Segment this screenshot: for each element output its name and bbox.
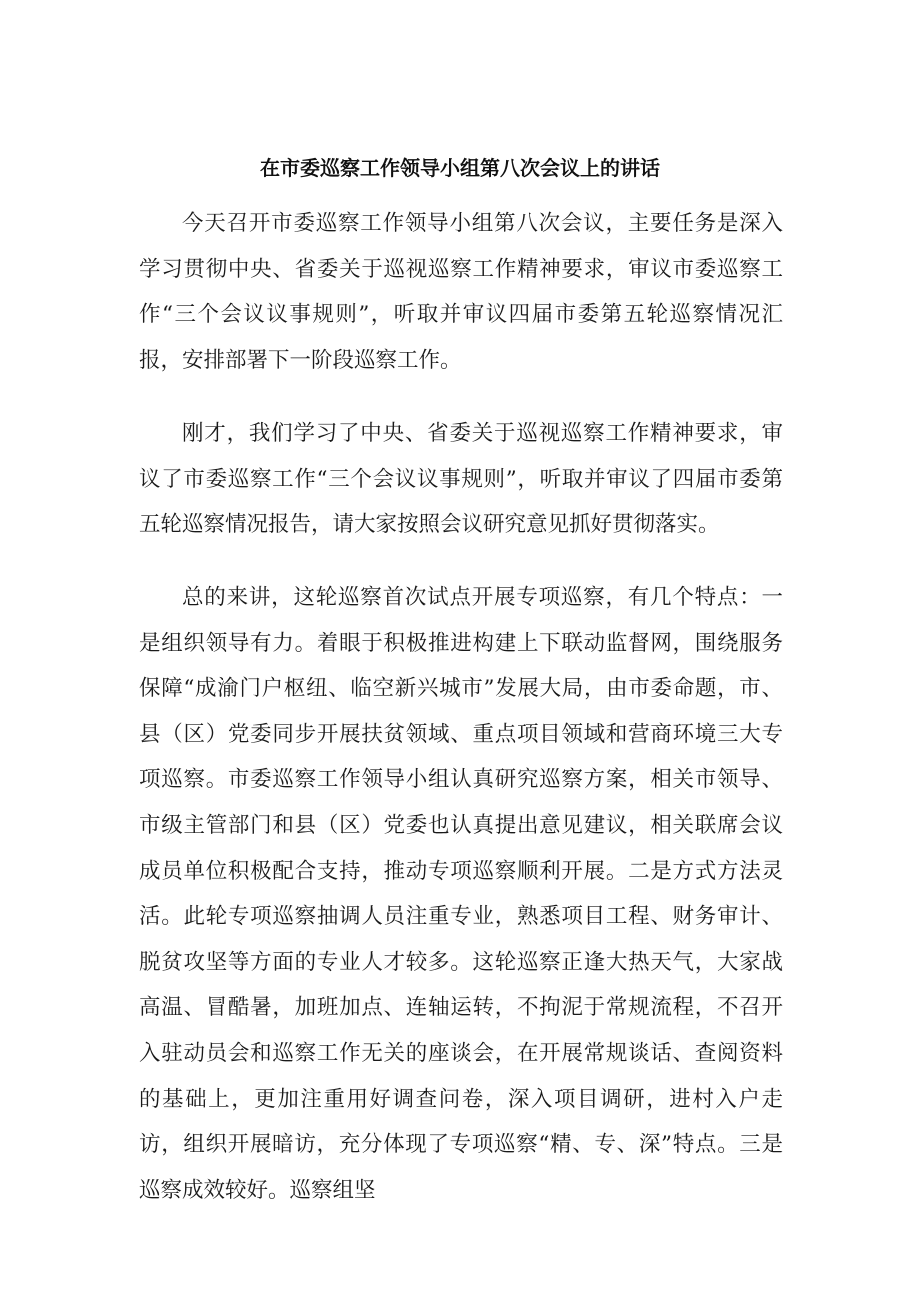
paragraph-3: 总的来讲，这轮巡察首次试点开展专项巡察，有几个特点：一是组织领导有力。着眼于积极推进构建上下联动监督网，围绕服务保障“成渝门户枢纽、临空新兴城市”发展大局，由市委命题，市、县（区）党委同步开展扶贫领域、重点项目领域和营商环境三大专项巡察。市委巡察工作领导小组认真研究巡察方案，相关市领导、市级主管部门和县（区）党委也认真提出意见建议，相关联席会议成员单位积极配合支持，推动专项巡察顺利开展。二是方式方法灵活。此轮专项巡察抽调人员注重专业，熟悉项目工程、财务审计、脱贫攻坚等方面的专业人才较多。这轮巡察正逢大热天气，大家战高温、冒酷暑，加班加点、连轴运转，不拘泥于常规流程，不召开入驻动员会和巡察工作无关的座谈会，在开展常规谈话、查阅资料的基础上，更加注重用好调查问卷，深入项目调研，进村入户走访，组织开展暗访，充分体现了专项巡察“精、专、深”特点。三是巡察成效较好。巡察组坚 bbox=[139, 585, 783, 1203]
paragraph-2: 刚才，我们学习了中央、省委关于巡视巡察工作精神要求，审议了市委巡察工作“三个会议议事规则”，听取并审议了四届市委第五轮巡察情况报告，请大家按照会议研究意见抓好贯彻落实。 bbox=[139, 421, 783, 538]
paragraph-1: 今天召开市委巡察工作领导小组第八次会议，主要任务是深入学习贯彻中央、省委关于巡视巡察工作精神要求，审议市委巡察工作“三个会议议事规则”，听取并审议四届市委第五轮巡察情况汇报，安排部署下一阶段巡察工作。 bbox=[139, 211, 783, 373]
document-title: 在市委巡察工作领导小组第八次会议上的讲话 bbox=[260, 156, 660, 180]
